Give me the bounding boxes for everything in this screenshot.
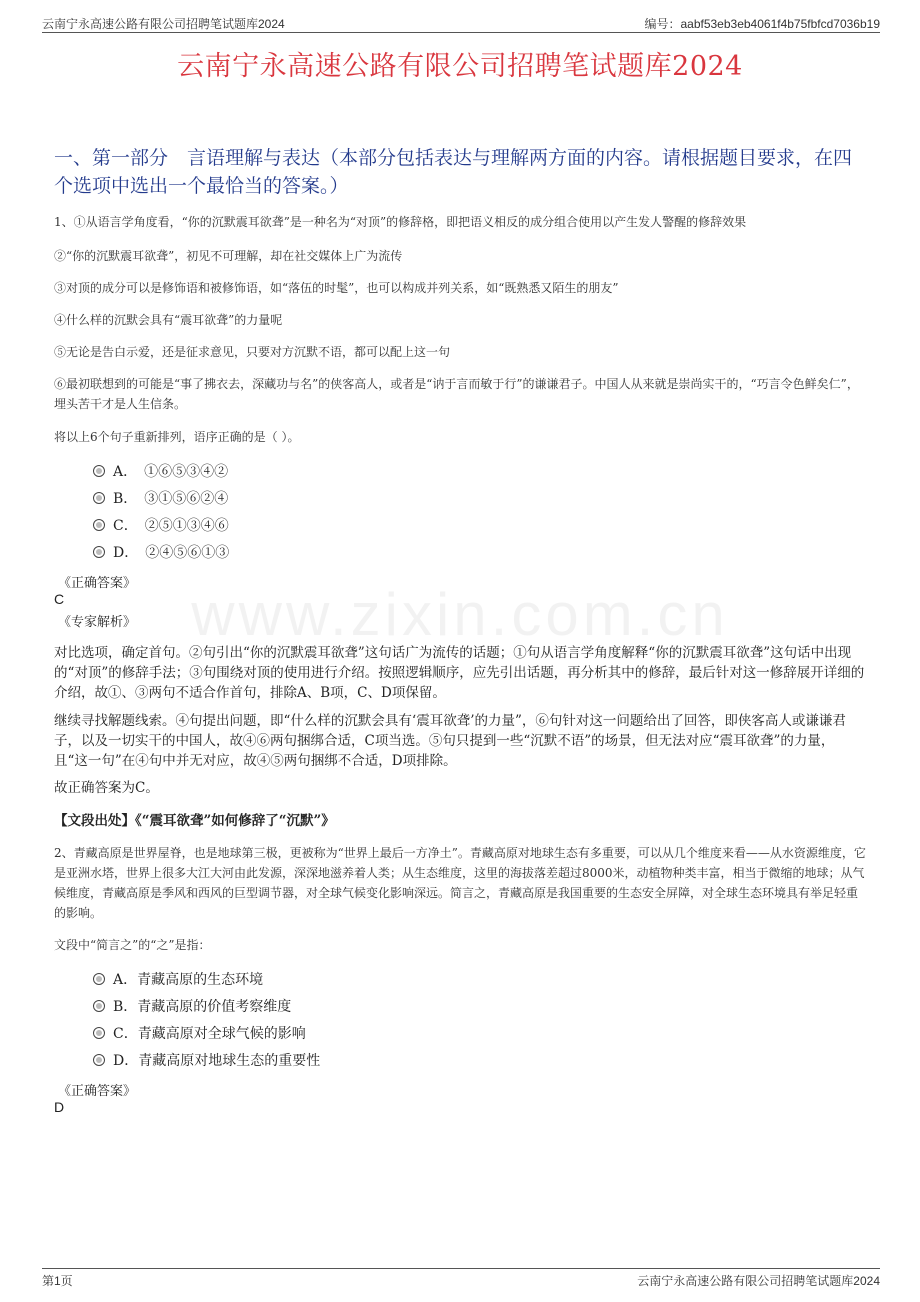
q2-option-d[interactable] [93,1051,320,1071]
q1-sentence-6: ⑥最初联想到的可能是“事了拂衣去，深藏功与名”的侠客高人，或者是“讷于言而敏于行”的谦谦君子。中国人从来就是崇尚实干的，“巧言令色鲜矣仁”，埋头苦干才是人生信条。 [54,377,859,411]
q1-option-b[interactable] [93,489,228,509]
radio-icon[interactable] [93,546,105,558]
radio-icon[interactable] [93,465,105,477]
q2-option-b[interactable] [93,997,291,1017]
q1-sentence-5: ⑤无论是告白示爱，还是征求意见，只要对方沉默不语，都可以配上这一句 [54,345,451,359]
q1-answer: C [54,591,65,607]
q2-question: 文段中“简言之”的“之”是指： [54,938,211,952]
q1-option-a[interactable] [93,462,228,482]
footer-doc-title: 云南宁永高速公路有限公司招聘笔试题库2024 [637,1274,880,1288]
q2-option-c[interactable] [93,1024,306,1044]
q1-sentence-4: ④什么样的沉默会具有“震耳欲聋”的力量呢 [54,313,283,327]
q1-option-d[interactable] [93,543,229,563]
page-number: 第1页 [42,1274,73,1288]
radio-icon[interactable] [93,973,105,985]
page-footer [42,1268,880,1287]
option-label: D．青藏高原对地球生态的重要性 [113,1053,321,1069]
option-label: D． ②④⑤⑥①③ [113,545,230,561]
radio-icon[interactable] [93,1027,105,1039]
header-doc-id: 编号：aabf53eb3eb4061f4b75fbfcd7036b19 [644,17,880,31]
page-header [42,14,880,33]
q2-stem: 2、青藏高原是世界屋脊，也是地球第三极，更被称为“世界上最后一方净土”。青藏高原对地球生态有多重要，可以从几个维度来看——从水资源维度，它是亚洲水塔，世界上很多大江大河由此发源，深深地滋养着人类；从生态维度，这里的海拔落差超过8000米，动植物种类丰富，相当于微缩的地球；从气候维度，青藏高原是季风和西风的巨型调节器，对全球气候变化影响深远。简言之，青藏高原是我国重要的生态安全屏障，对全球生态环境具有举足轻重的影响。 [54,846,866,920]
option-label: C． ②⑤①③④⑥ [113,518,229,534]
option-label: B．青藏高原的价值考察维度 [113,999,292,1015]
q1-option-c[interactable] [93,516,229,536]
q2-answer-label: 《正确答案》 [58,1084,137,1099]
watermark: www.zixin.com.cn [191,581,729,648]
radio-icon[interactable] [93,492,105,504]
option-label: A． ①⑥⑤③④② [113,464,229,480]
q1-sentence-1: 1、①从语言学角度看，“你的沉默震耳欲聋”是一种名为“对顶”的修辞格，即把语义相反的成分组合使用以产生发人警醒的修辞效果 [54,215,747,229]
page-title: 云南宁永高速公路有限公司招聘笔试题库2024 [177,51,743,82]
q1-analysis-conclusion: 故正确答案为C。 [54,780,159,796]
option-label: B． ③①⑤⑥②④ [113,491,229,507]
q1-question: 将以上6个句子重新排列，语序正确的是（ ）。 [54,430,300,444]
q1-source: 【文段出处】《“震耳欲聋”如何修辞了“沉默”》 [54,813,335,829]
q1-sentence-2: ②“你的沉默震耳欲聋”，初见不可理解，却在社交媒体上广为流传 [54,249,403,263]
option-label: A．青藏高原的生态环境 [113,972,264,988]
header-doc-title: 云南宁永高速公路有限公司招聘笔试题库2024 [42,17,285,31]
section-heading: 一、第一部分 言语理解与表达（本部分包括表达与理解两方面的内容。请根据题目要求，在四个选项中选出一个最恰当的答案。） [54,147,853,197]
q1-sentence-3: ③对顶的成分可以是修饰语和被修饰语，如“落伍的时髦”，也可以构成并列关系，如“既熟悉又陌生的朋友” [54,281,619,295]
q2-answer: D [54,1099,65,1115]
q1-analysis-paragraph-2: 继续寻找解题线索。④句提出问题，即“什么样的沉默会具有‘震耳欲聋’的力量”，⑥句针对这一问题给出了回答，即侠客高人或谦谦君子，以及一切实干的中国人，故④⑥两句捆绑合适，C项当选。⑤句只提到一些“沉默不语”的场景，但无法对应“震耳欲聋”的力量，且“这一句”在④句中并无对应，故④⑤两句捆绑不合适，D项排除。 [54,713,846,769]
option-label: C．青藏高原对全球气候的影响 [113,1026,306,1042]
q1-answer-label: 《正确答案》 [58,576,137,591]
q2-option-a[interactable] [93,970,263,990]
radio-icon[interactable] [93,519,105,531]
radio-icon[interactable] [93,1054,105,1066]
radio-icon[interactable] [93,1000,105,1012]
q1-analysis-label: 《专家解析》 [58,615,137,630]
q1-analysis-paragraph-1: 对比选项，确定首句。②句引出“你的沉默震耳欲聋”这句话广为流传的话题；①句从语言学角度解释“你的沉默震耳欲聋”这句话中出现的“对顶”的修辞手法；③句围绕对顶的使用进行介绍。按照逻辑顺序，应先引出话题，再分析其中的修辞，最后针对这一修辞展开详细的介绍，故①、③两句不适合作首句，排除A、B项，C、D项保留。 [54,645,865,701]
